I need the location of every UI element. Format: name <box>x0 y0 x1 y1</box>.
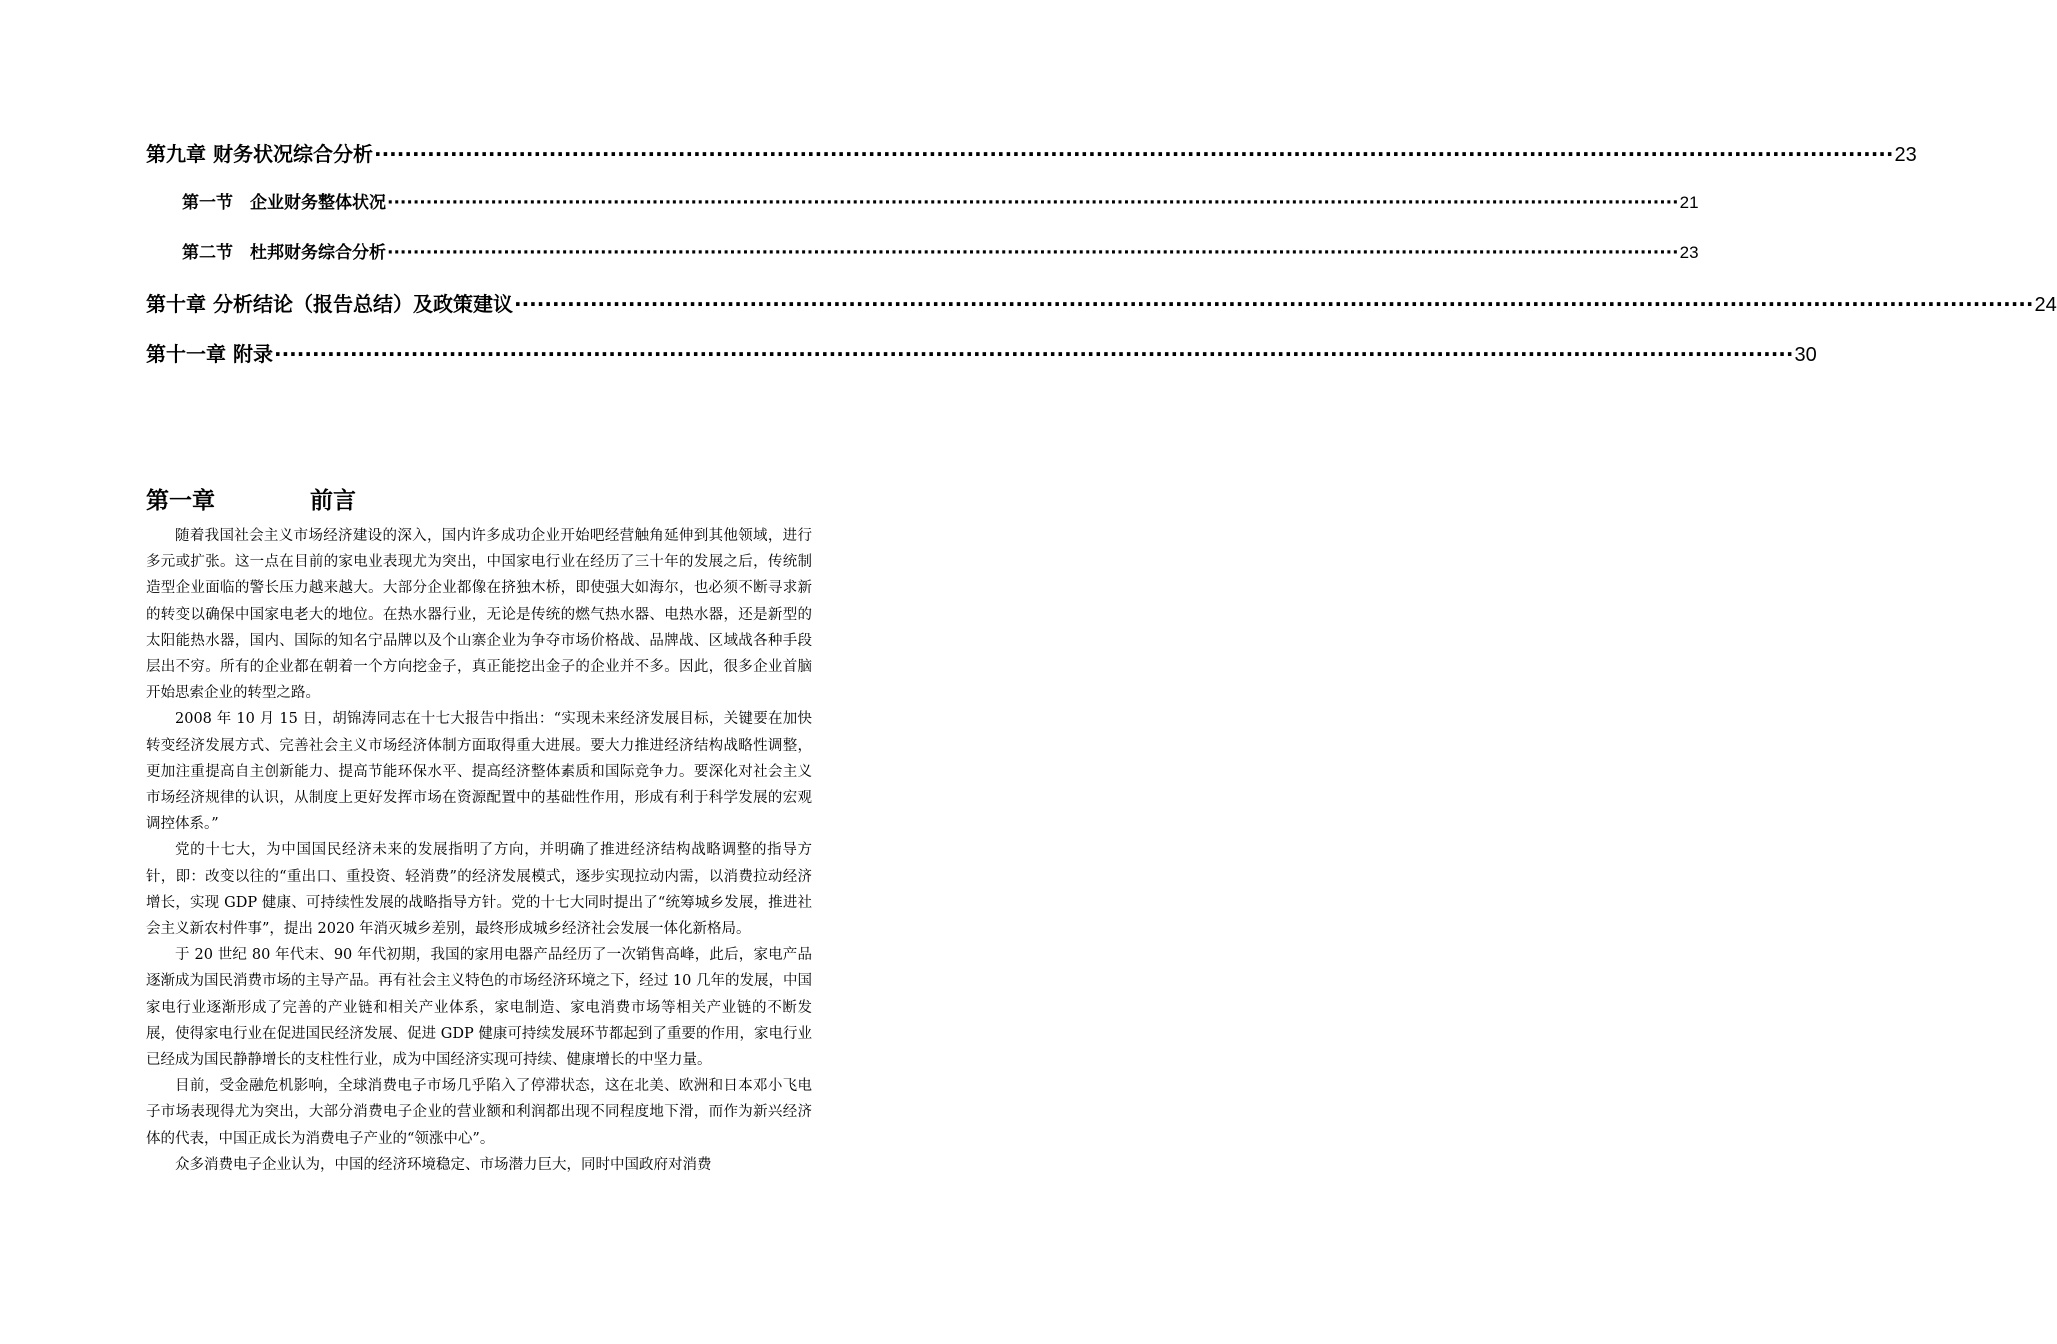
paragraph: 随着我国社会主义市场经济建设的深入，国内许多成功企业开始吧经营触角延伸到其他领域，进行多元或扩张。这一点在目前的家电业表现尤为突出，中国家电行业在经历了三十年的发展之后，传统制造型企业面临的警长压力越来越大。大部分企业都像在挤独木桥，即使强大如海尔，也必须不断寻求新的转变以确保中国家电老大的地位。在热水器行业，无论是传统的燃气热水器、电热水器，还是新型的太阳能热水器，国内、国际的知名宁品牌以及个山寨企业为争夺市场价格战、品牌战、区域战各种手段层出不穷。所有的企业都在朝着一个方向挖金子，真正能挖出金子的企业并不多。因此，很多企业首脑开始思索企业的转型之路。 <box>146 528 812 702</box>
toc-entry <box>146 138 1917 167</box>
toc-dot-leader: ········································································································································································································ <box>273 342 1794 366</box>
toc-entry-page: 30 <box>1794 344 1817 366</box>
body-text <box>146 523 812 1178</box>
toc-dot-leader: ········································································································································································································ <box>513 292 2034 316</box>
toc-entry-title: 第九章 财务状况综合分析 <box>146 142 373 166</box>
paragraph: 党的十七大，为中国国民经济未来的发展指明了方向，并明确了推进经济结构战略调整的指导方针，即：改变以往的“重出口、重投资、轻消费”的经济发展模式，逐步实现拉动内需，以消费拉动经济增长，实现 GDP 健康、可持续性发展的战略指导方针。党的十七大同时提出了“统筹城乡发展，推进社会主义新农村件事”，提出 2020 年消灭城乡差别，最终形成城乡经济社会发展一体化新格局。 <box>146 842 812 938</box>
chapter-label: 第一章 <box>146 488 215 514</box>
toc-entry-page: 23 <box>1894 144 1917 166</box>
toc-entry-title: 第十章 分析结论（报告总结）及政策建议 <box>146 292 513 316</box>
chapter-heading <box>146 482 356 515</box>
toc-entry-title: 第十一章 附录 <box>146 342 273 366</box>
chapter-title: 前言 <box>310 488 356 514</box>
toc-dot-leader: ········································································································································································································ <box>373 142 1894 166</box>
toc-entry-title: 第二节 杜邦财务综合分析 <box>182 243 386 263</box>
toc-entry <box>146 338 1817 367</box>
toc-entry-page: 23 <box>1679 243 1699 262</box>
paragraph: 2008 年 10 月 15 日，胡锦涛同志在十七大报告中指出：“实现未来经济发展目标，关键要在加快转变经济发展方式、完善社会主义市场经济体制方面取得重大进展。要大力推进经济结构战略性调整，更加注重提高自主创新能力、提高节能环保水平、提高经济整体素质和国际竞争力。要深化对社会主义市场经济规律的认识，从制度上更好发挥市场在资源配置中的基础性作用，形成有利于科学发展的宏观调控体系。” <box>146 711 812 833</box>
toc-entry-page: 21 <box>1679 193 1699 212</box>
paragraph: 众多消费电子企业认为，中国的经济环境稳定、市场潜力巨大，同时中国政府对消费 <box>175 1156 712 1173</box>
toc-entry <box>182 238 1699 263</box>
toc-entry <box>146 288 2057 317</box>
paragraph: 目前，受金融危机影响，全球消费电子市场几乎陷入了停滞状态，这在北美、欧洲和日本邓小飞电子市场表现得尤为突出，大部分消费电子企业的营业额和利润都出现不同程度地下滑，而作为新兴经济体的代表，中国正成长为消费电子产业的“领涨中心”。 <box>146 1078 812 1147</box>
toc-dot-leader: ········································································································································································································ <box>387 243 1679 263</box>
paragraph: 于 20 世纪 80 年代末、90 年代初期，我国的家用电器产品经历了一次销售高峰，此后，家电产品逐渐成为国民消费市场的主导产品。再有社会主义特色的市场经济环境之下，经过 10 几年的发展，中国家电行业逐渐形成了完善的产业链和相关产业体系，家电制造、家电消费市场等相关产业链的不断发展，使得家电行业在促进国民经济发展、促进 GDP 健康可持续发展环节都起到了重要的作用，家电行业已经成为国民静静增长的支柱性行业，成为中国经济实现可持续、健康增长的中坚力量。 <box>146 947 812 1069</box>
toc-dot-leader: ········································································································································································································ <box>387 193 1679 213</box>
toc-entry <box>182 188 1699 213</box>
toc-entry-page: 24 <box>2034 294 2057 316</box>
toc-entry-title: 第一节 企业财务整体状况 <box>182 193 386 213</box>
